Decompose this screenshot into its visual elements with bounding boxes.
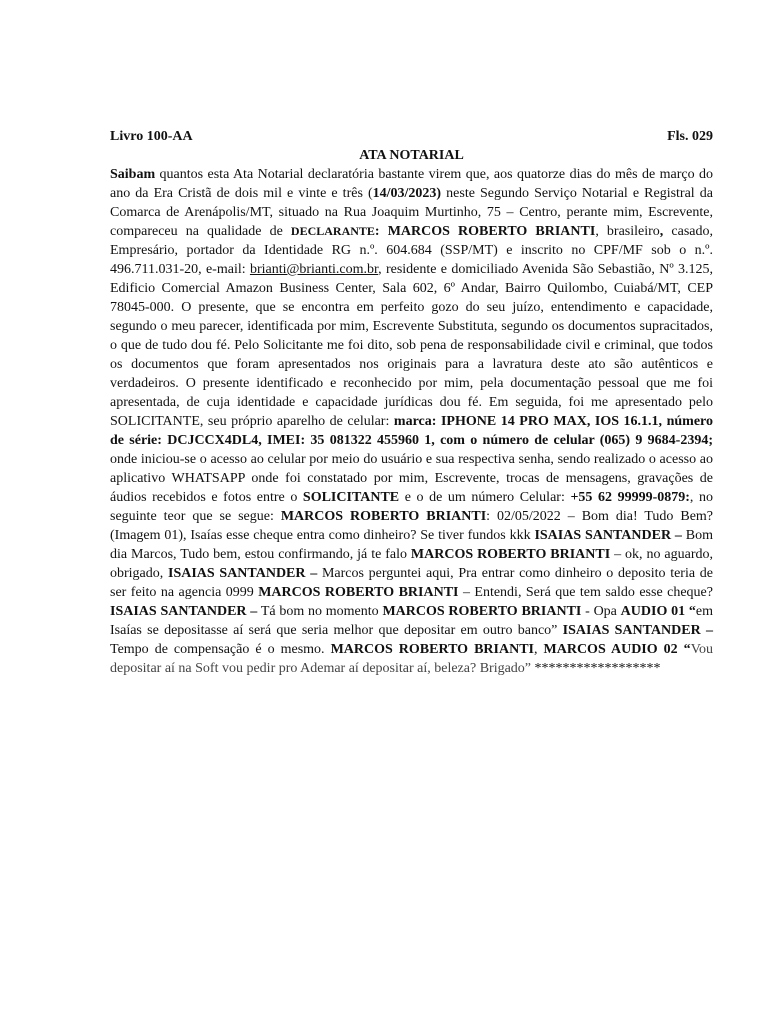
body-text-run: ,	[534, 642, 544, 657]
body-text-run: AUDIO 01 “	[620, 604, 696, 619]
body-text-run: – Entendi, Será que tem saldo esse cheque?	[458, 585, 713, 600]
body-text-run: ISAIAS SANTANDER –	[110, 604, 258, 619]
body-text-run: - Opa	[581, 604, 621, 619]
document-title: ATA NOTARIAL	[359, 148, 464, 163]
body-text-run: MARCOS ROBERTO BRIANTI	[382, 604, 582, 619]
document-header	[110, 127, 713, 146]
body-text-run: ISAIAS SANTANDER –	[168, 566, 318, 581]
body-text-run: quantos esta Ata Notarial declaratória bastante virem que, aos quatorze dias do mês de março do ano da Era Cristã de dois mil e vinte e três (	[110, 167, 713, 201]
body-text-run: ,	[659, 224, 664, 239]
body-text-run: neste Segundo Serviço Notarial e Registral da Comarca de Arenápolis/MT, situado na Rua Joaquim Murtinho, 75 – Centro, perante mim, Escrevente, compareceu na qualidade de	[110, 186, 713, 239]
body-text-run: Saibam	[110, 167, 156, 182]
body-text-run: SOLICITANTE	[302, 490, 400, 505]
document-page	[110, 127, 713, 678]
body-text-run: Marcos perguntei aqui, Pra entrar como dinheiro o deposito teria de ser feito na agencia 0999	[110, 566, 714, 600]
body-text-run: MARCOS AUDIO 02 “	[543, 642, 691, 657]
body-text-run: e o de um número Celular:	[399, 490, 571, 505]
body-text-run: MARCOS ROBERTO BRIANTI	[330, 642, 534, 657]
book-number: Livro 100-AA	[110, 129, 193, 144]
body-text-run: ******************	[531, 661, 661, 676]
body-text-run: em Isaías se depositasse aí será que seria melhor que depositar em outro banco”	[110, 604, 713, 638]
body-text-run: Tempo de compensação é o mesmo.	[110, 642, 331, 657]
body-text-run: , residente e domiciliado Avenida São Sebastião, Nº 3.125, Edificio Comercial Amazon Business Center, Sala 602, 6º Andar, Bairro Quilombo, Cuiabá/MT, CEP 78045-000. O presente, que se encontra em perfeito gozo do seu juízo, entendimento e capacidade, segundo o meu parecer, identificada por mim, Escrevente Substituta, segundo os documentos supracitados, o que de tudo dou fé. Pelo Solicitante me foi dito, sob pena de responsabilidade civil e criminal, que todos os documentos que foram apresentados nos originais para a lavratura deste ato são autênticos e verdadeiros. O presente identificado e reconhecido por mim, pela documentação pessoal que me foi apresentada, de cuja identidade e capacidade jurídicas dou fé. Em seguida, foi me apresentado pelo SOLICITANTE, seu próprio aparelho de celular:	[110, 262, 714, 429]
body-text-run: onde iniciou-se o acesso ao celular por meio do usuário e sua respectiva senha, sendo realizado o acesso ao aplicativo WHATSAPP onde foi constatado por mim, Escrevente, trocas de mensagens, gravações de áudios recebidos e fotos entre o	[110, 452, 713, 505]
body-text-run: Bom dia Marcos, Tudo bem, estou confirmando, já te falo	[110, 528, 713, 562]
document-body	[110, 165, 713, 678]
body-text-run: Vou depositar aí na Soft vou pedir pro Ademar aí depositar aí, beleza? Brigado”	[110, 642, 713, 676]
body-text-run: , no seguinte teor que se segue:	[110, 490, 714, 524]
body-text-run: – ok, no aguardo, obrigado,	[110, 547, 713, 581]
body-text-run: MARCOS ROBERTO BRIANTI	[410, 547, 611, 562]
body-text-run: MARCOS ROBERTO BRIANTI	[280, 509, 487, 524]
folio-number: Fls. 029	[667, 129, 713, 144]
body-text-run: DECLARANTE	[290, 224, 375, 238]
body-text-run: 14/03/2023)	[372, 186, 442, 201]
body-text-run: : 02/05/2022 – Bom dia! Tudo Bem? (Imagem 01), Isaías esse cheque entra como dinheiro? Se tiver fundos kkk	[110, 509, 714, 543]
body-text-run: ISAIAS SANTANDER –	[534, 528, 682, 543]
body-text-run: MARCOS ROBERTO BRIANTI	[258, 585, 459, 600]
body-text-run: ISAIAS SANTANDER –	[562, 623, 713, 638]
body-text-run: marca: IPHONE 14 PRO MAX, IOS 16.1.1, número de série: DCJCCX4DL4, IMEI: 35 081322 455960 1, com o número de celular (065) 9 9684-2394;	[110, 414, 714, 448]
body-text-run: +55 62 99999-0879:	[570, 490, 690, 505]
body-text-run: , brasileiro	[595, 224, 660, 239]
body-text-run: casado, Empresário, portador da Identidade RG n.º. 604.684 (SSP/MT) e inscrito no CPF/MF sob o n.º. 496.711.031-20, e-mail:	[110, 224, 713, 277]
email-text: brianti@brianti.com.br	[249, 262, 379, 277]
body-text-run: : MARCOS ROBERTO BRIANTI	[374, 224, 596, 239]
body-text-run: Tá bom no momento	[257, 604, 383, 619]
